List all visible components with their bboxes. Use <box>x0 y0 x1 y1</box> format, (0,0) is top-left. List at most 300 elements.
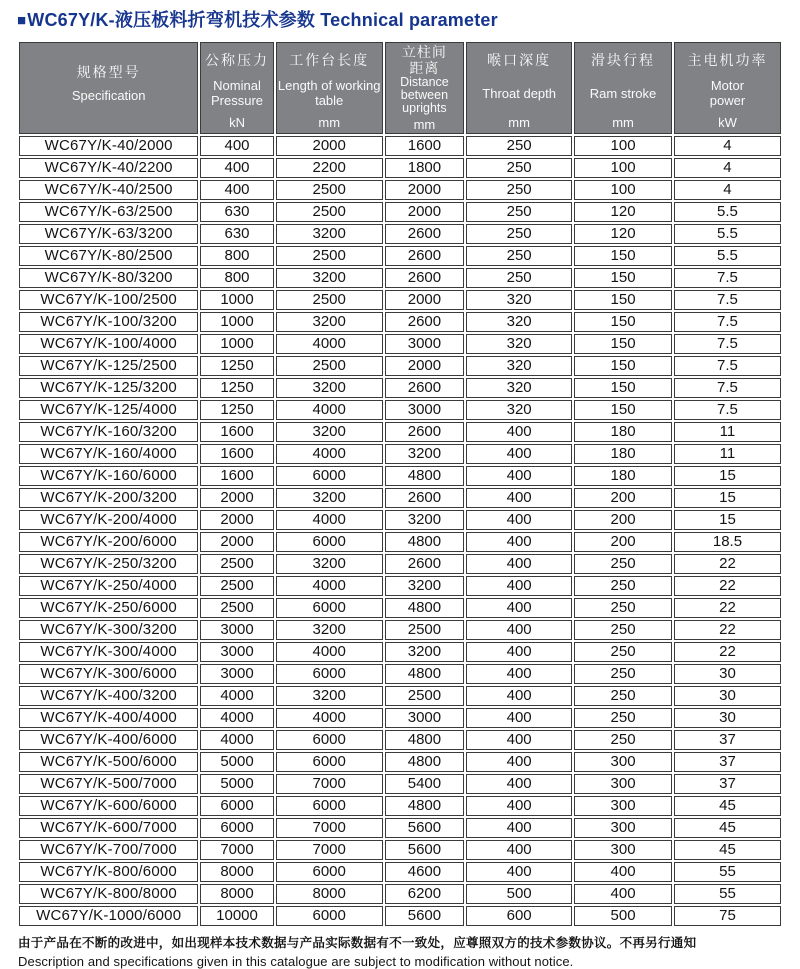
column-label-en: Specification <box>71 87 146 103</box>
value-cell: 3200 <box>385 642 464 662</box>
column-unit: kW <box>718 114 737 130</box>
value-cell: 400 <box>466 840 572 860</box>
value-cell: 320 <box>466 356 572 376</box>
model-cell: WC67Y/K-600/7000 <box>19 818 198 838</box>
value-cell: 400 <box>466 730 572 750</box>
value-cell: 4800 <box>385 664 464 684</box>
table-row <box>19 862 781 882</box>
table-row <box>19 180 781 200</box>
value-cell: 2000 <box>200 510 273 530</box>
value-cell: 400 <box>466 532 572 552</box>
table-row <box>19 554 781 574</box>
value-cell: 400 <box>200 180 273 200</box>
footer-note <box>17 933 783 969</box>
value-cell: 150 <box>574 312 672 332</box>
value-cell: 250 <box>466 246 572 266</box>
value-cell: 37 <box>674 752 781 772</box>
table-row <box>19 136 781 156</box>
column-label-zh: 工作台长度 <box>289 51 370 68</box>
value-cell: 400 <box>466 752 572 772</box>
value-cell: 1000 <box>200 290 273 310</box>
value-cell: 800 <box>200 246 273 266</box>
value-cell: 400 <box>466 774 572 794</box>
table-row <box>19 444 781 464</box>
column-label-en: Length of working table <box>277 78 381 108</box>
value-cell: 600 <box>466 906 572 926</box>
value-cell: 37 <box>674 774 781 794</box>
value-cell: 5600 <box>385 840 464 860</box>
model-cell: WC67Y/K-200/6000 <box>19 532 198 552</box>
value-cell: 250 <box>574 598 672 618</box>
value-cell: 7000 <box>200 840 273 860</box>
model-cell: WC67Y/K-200/3200 <box>19 488 198 508</box>
column-header-content <box>277 43 382 133</box>
value-cell: 250 <box>574 554 672 574</box>
model-cell: WC67Y/K-80/3200 <box>19 268 198 288</box>
model-cell: WC67Y/K-125/2500 <box>19 356 198 376</box>
value-cell: 7.5 <box>674 378 781 398</box>
table-row <box>19 356 781 376</box>
value-cell: 7000 <box>276 818 383 838</box>
value-cell: 7.5 <box>674 334 781 354</box>
value-cell: 30 <box>674 686 781 706</box>
value-cell: 2000 <box>200 488 273 508</box>
value-cell: 3000 <box>200 620 273 640</box>
value-cell: 5600 <box>385 818 464 838</box>
column-label-en: Motor power <box>709 78 746 108</box>
model-cell: WC67Y/K-300/4000 <box>19 642 198 662</box>
column-header-2 <box>200 42 273 134</box>
column-label-en: Ram stroke <box>589 85 657 101</box>
value-cell: 6000 <box>276 752 383 772</box>
value-cell: 250 <box>574 620 672 640</box>
value-cell: 15 <box>674 466 781 486</box>
column-header-content <box>20 43 197 133</box>
value-cell: 3000 <box>200 642 273 662</box>
value-cell: 100 <box>574 136 672 156</box>
table-row <box>19 290 781 310</box>
value-cell: 4800 <box>385 730 464 750</box>
table-row <box>19 224 781 244</box>
value-cell: 15 <box>674 488 781 508</box>
model-cell: WC67Y/K-500/7000 <box>19 774 198 794</box>
value-cell: 4000 <box>276 400 383 420</box>
value-cell: 250 <box>574 686 672 706</box>
value-cell: 150 <box>574 290 672 310</box>
model-cell: WC67Y/K-600/6000 <box>19 796 198 816</box>
value-cell: 6000 <box>276 906 383 926</box>
value-cell: 120 <box>574 202 672 222</box>
table-row <box>19 510 781 530</box>
value-cell: 7000 <box>276 840 383 860</box>
value-cell: 6000 <box>200 796 273 816</box>
value-cell: 1600 <box>200 444 273 464</box>
value-cell: 1600 <box>200 422 273 442</box>
table-row <box>19 774 781 794</box>
value-cell: 400 <box>466 444 572 464</box>
value-cell: 4000 <box>276 642 383 662</box>
column-header-content <box>201 43 272 133</box>
table-row <box>19 268 781 288</box>
value-cell: 3200 <box>385 510 464 530</box>
value-cell: 3200 <box>276 378 383 398</box>
value-cell: 4000 <box>276 444 383 464</box>
value-cell: 1600 <box>385 136 464 156</box>
table-row <box>19 664 781 684</box>
column-label-zh: 规格型号 <box>76 63 141 80</box>
column-label-zh: 主电机功率 <box>687 51 768 68</box>
table-row <box>19 818 781 838</box>
value-cell: 45 <box>674 840 781 860</box>
value-cell: 250 <box>574 730 672 750</box>
value-cell: 11 <box>674 422 781 442</box>
value-cell: 3200 <box>276 686 383 706</box>
value-cell: 10000 <box>200 906 273 926</box>
value-cell: 320 <box>466 290 572 310</box>
value-cell: 320 <box>466 400 572 420</box>
value-cell: 400 <box>466 466 572 486</box>
value-cell: 300 <box>574 774 672 794</box>
value-cell: 6200 <box>385 884 464 904</box>
model-cell: WC67Y/K-40/2000 <box>19 136 198 156</box>
model-cell: WC67Y/K-300/6000 <box>19 664 198 684</box>
table-row <box>19 598 781 618</box>
value-cell: 2600 <box>385 246 464 266</box>
value-cell: 180 <box>574 444 672 464</box>
table-row <box>19 884 781 904</box>
table-row <box>19 158 781 178</box>
value-cell: 5600 <box>385 906 464 926</box>
value-cell: 300 <box>574 796 672 816</box>
table-row <box>19 576 781 596</box>
column-header-content <box>386 43 463 133</box>
model-cell: WC67Y/K-160/3200 <box>19 422 198 442</box>
value-cell: 3200 <box>385 444 464 464</box>
value-cell: 400 <box>466 598 572 618</box>
value-cell: 4800 <box>385 598 464 618</box>
model-cell: WC67Y/K-200/4000 <box>19 510 198 530</box>
value-cell: 3200 <box>276 312 383 332</box>
value-cell: 500 <box>466 884 572 904</box>
value-cell: 22 <box>674 642 781 662</box>
table-row <box>19 312 781 332</box>
value-cell: 55 <box>674 862 781 882</box>
value-cell: 4 <box>674 180 781 200</box>
model-cell: WC67Y/K-800/8000 <box>19 884 198 904</box>
value-cell: 1250 <box>200 356 273 376</box>
value-cell: 400 <box>466 422 572 442</box>
value-cell: 7.5 <box>674 400 781 420</box>
value-cell: 200 <box>574 510 672 530</box>
column-header-4 <box>385 42 464 134</box>
value-cell: 2500 <box>276 290 383 310</box>
value-cell: 6000 <box>276 466 383 486</box>
value-cell: 630 <box>200 202 273 222</box>
table-row <box>19 488 781 508</box>
value-cell: 3000 <box>200 664 273 684</box>
value-cell: 5000 <box>200 752 273 772</box>
value-cell: 30 <box>674 664 781 684</box>
table-row <box>19 378 781 398</box>
value-cell: 100 <box>574 180 672 200</box>
model-cell: WC67Y/K-400/4000 <box>19 708 198 728</box>
column-label-en: Distance between uprights <box>400 75 449 115</box>
value-cell: 2200 <box>276 158 383 178</box>
column-label-zh: 喉口深度 <box>487 51 552 68</box>
column-header-content <box>467 43 571 133</box>
value-cell: 75 <box>674 906 781 926</box>
value-cell: 7.5 <box>674 312 781 332</box>
value-cell: 3000 <box>385 400 464 420</box>
value-cell: 150 <box>574 334 672 354</box>
table-row <box>19 796 781 816</box>
value-cell: 22 <box>674 576 781 596</box>
column-label-en: Nominal Pressure <box>211 78 264 108</box>
value-cell: 7.5 <box>674 290 781 310</box>
value-cell: 2000 <box>385 202 464 222</box>
value-cell: 8000 <box>276 884 383 904</box>
model-cell: WC67Y/K-160/6000 <box>19 466 198 486</box>
value-cell: 4000 <box>276 334 383 354</box>
header-row <box>19 42 781 134</box>
value-cell: 2000 <box>385 290 464 310</box>
value-cell: 2500 <box>276 356 383 376</box>
column-header-content <box>675 43 780 133</box>
value-cell: 400 <box>466 488 572 508</box>
value-cell: 150 <box>574 400 672 420</box>
value-cell: 250 <box>466 224 572 244</box>
value-cell: 2000 <box>385 356 464 376</box>
value-cell: 2500 <box>385 620 464 640</box>
table-row <box>19 642 781 662</box>
value-cell: 7000 <box>276 774 383 794</box>
value-cell: 400 <box>466 554 572 574</box>
column-unit: mm <box>413 116 436 132</box>
value-cell: 8000 <box>200 884 273 904</box>
table-row <box>19 202 781 222</box>
column-label-zh: 立柱间距离 <box>401 43 447 76</box>
value-cell: 320 <box>466 312 572 332</box>
value-cell: 6000 <box>276 664 383 684</box>
value-cell: 4000 <box>200 708 273 728</box>
value-cell: 400 <box>200 158 273 178</box>
table-row <box>19 708 781 728</box>
value-cell: 400 <box>466 796 572 816</box>
model-cell: WC67Y/K-40/2200 <box>19 158 198 178</box>
value-cell: 3200 <box>276 488 383 508</box>
value-cell: 150 <box>574 378 672 398</box>
value-cell: 5.5 <box>674 202 781 222</box>
column-header-3 <box>276 42 383 134</box>
value-cell: 3200 <box>385 576 464 596</box>
value-cell: 250 <box>466 158 572 178</box>
column-label-en: Throat depth <box>482 85 556 101</box>
table-header <box>19 42 781 134</box>
value-cell: 400 <box>574 884 672 904</box>
value-cell: 400 <box>466 862 572 882</box>
value-cell: 4600 <box>385 862 464 882</box>
model-cell: WC67Y/K-63/2500 <box>19 202 198 222</box>
value-cell: 2500 <box>200 554 273 574</box>
value-cell: 320 <box>466 378 572 398</box>
value-cell: 100 <box>574 158 672 178</box>
model-cell: WC67Y/K-63/3200 <box>19 224 198 244</box>
table-row <box>19 620 781 640</box>
column-unit: kN <box>229 114 245 130</box>
table-row <box>19 840 781 860</box>
value-cell: 300 <box>574 840 672 860</box>
model-cell: WC67Y/K-125/4000 <box>19 400 198 420</box>
model-cell: WC67Y/K-160/4000 <box>19 444 198 464</box>
value-cell: 2500 <box>276 180 383 200</box>
value-cell: 4800 <box>385 752 464 772</box>
model-cell: WC67Y/K-400/6000 <box>19 730 198 750</box>
model-cell: WC67Y/K-250/4000 <box>19 576 198 596</box>
value-cell: 22 <box>674 554 781 574</box>
value-cell: 250 <box>574 642 672 662</box>
value-cell: 400 <box>466 576 572 596</box>
table-row <box>19 532 781 552</box>
value-cell: 4000 <box>200 730 273 750</box>
column-header-content <box>575 43 671 133</box>
value-cell: 5400 <box>385 774 464 794</box>
value-cell: 3000 <box>385 334 464 354</box>
value-cell: 3200 <box>276 224 383 244</box>
value-cell: 1250 <box>200 378 273 398</box>
page-title <box>17 6 783 32</box>
value-cell: 7.5 <box>674 356 781 376</box>
value-cell: 1000 <box>200 312 273 332</box>
value-cell: 30 <box>674 708 781 728</box>
table-row <box>19 246 781 266</box>
value-cell: 3200 <box>276 554 383 574</box>
value-cell: 4000 <box>276 708 383 728</box>
column-unit: mm <box>508 114 530 130</box>
footer-note-zh: 由于产品在不断的改进中，如出现样本技术数据与产品实际数据有不一致处，应尊照双方的技术参数协议。不再另行通知 <box>18 936 697 950</box>
model-cell: WC67Y/K-100/3200 <box>19 312 198 332</box>
footer-note-en: Description and specifications given in this catalogue are subject to modification without notice. <box>18 954 574 969</box>
value-cell: 500 <box>574 906 672 926</box>
value-cell: 2600 <box>385 554 464 574</box>
value-cell: 7.5 <box>674 268 781 288</box>
value-cell: 3200 <box>276 268 383 288</box>
model-cell: WC67Y/K-1000/6000 <box>19 906 198 926</box>
value-cell: 4000 <box>276 510 383 530</box>
column-label-zh: 公称压力 <box>205 51 270 68</box>
value-cell: 8000 <box>200 862 273 882</box>
table-row <box>19 466 781 486</box>
value-cell: 400 <box>466 510 572 530</box>
value-cell: 5.5 <box>674 246 781 266</box>
value-cell: 2000 <box>385 180 464 200</box>
table-row <box>19 730 781 750</box>
value-cell: 1600 <box>200 466 273 486</box>
value-cell: 22 <box>674 598 781 618</box>
value-cell: 1250 <box>200 400 273 420</box>
value-cell: 800 <box>200 268 273 288</box>
column-unit: mm <box>318 114 341 130</box>
column-unit: mm <box>612 114 634 130</box>
value-cell: 3200 <box>276 422 383 442</box>
value-cell: 6000 <box>276 730 383 750</box>
value-cell: 250 <box>574 708 672 728</box>
value-cell: 2600 <box>385 312 464 332</box>
column-header-5 <box>466 42 572 134</box>
value-cell: 45 <box>674 796 781 816</box>
value-cell: 3200 <box>276 620 383 640</box>
model-cell: WC67Y/K-80/2500 <box>19 246 198 266</box>
table-row <box>19 400 781 420</box>
model-cell: WC67Y/K-125/3200 <box>19 378 198 398</box>
value-cell: 2500 <box>276 246 383 266</box>
value-cell: 250 <box>574 576 672 596</box>
value-cell: 250 <box>466 268 572 288</box>
value-cell: 2500 <box>200 598 273 618</box>
value-cell: 400 <box>200 136 273 156</box>
value-cell: 5000 <box>200 774 273 794</box>
model-cell: WC67Y/K-250/6000 <box>19 598 198 618</box>
value-cell: 2600 <box>385 422 464 442</box>
value-cell: 15 <box>674 510 781 530</box>
value-cell: 180 <box>574 422 672 442</box>
value-cell: 6000 <box>276 598 383 618</box>
value-cell: 6000 <box>276 796 383 816</box>
table-row <box>19 334 781 354</box>
value-cell: 400 <box>466 664 572 684</box>
model-cell: WC67Y/K-500/6000 <box>19 752 198 772</box>
value-cell: 400 <box>466 642 572 662</box>
value-cell: 2500 <box>200 576 273 596</box>
value-cell: 2600 <box>385 378 464 398</box>
value-cell: 400 <box>466 620 572 640</box>
value-cell: 400 <box>574 862 672 882</box>
model-cell: WC67Y/K-300/3200 <box>19 620 198 640</box>
model-cell: WC67Y/K-250/3200 <box>19 554 198 574</box>
model-cell: WC67Y/K-40/2500 <box>19 180 198 200</box>
value-cell: 4000 <box>200 686 273 706</box>
value-cell: 250 <box>466 202 572 222</box>
value-cell: 45 <box>674 818 781 838</box>
value-cell: 2500 <box>276 202 383 222</box>
value-cell: 2000 <box>200 532 273 552</box>
value-cell: 4 <box>674 136 781 156</box>
value-cell: 2000 <box>276 136 383 156</box>
table-row <box>19 422 781 442</box>
value-cell: 400 <box>466 686 572 706</box>
value-cell: 320 <box>466 334 572 354</box>
value-cell: 250 <box>466 136 572 156</box>
value-cell: 6000 <box>276 862 383 882</box>
value-cell: 300 <box>574 752 672 772</box>
value-cell: 2500 <box>385 686 464 706</box>
value-cell: 200 <box>574 488 672 508</box>
value-cell: 4000 <box>276 576 383 596</box>
value-cell: 2600 <box>385 224 464 244</box>
value-cell: 200 <box>574 532 672 552</box>
value-cell: 400 <box>466 708 572 728</box>
table-row <box>19 906 781 926</box>
value-cell: 11 <box>674 444 781 464</box>
value-cell: 22 <box>674 620 781 640</box>
table-row <box>19 686 781 706</box>
value-cell: 250 <box>466 180 572 200</box>
column-header-7 <box>674 42 781 134</box>
model-cell: WC67Y/K-700/7000 <box>19 840 198 860</box>
value-cell: 37 <box>674 730 781 750</box>
value-cell: 180 <box>574 466 672 486</box>
value-cell: 150 <box>574 268 672 288</box>
value-cell: 3000 <box>385 708 464 728</box>
